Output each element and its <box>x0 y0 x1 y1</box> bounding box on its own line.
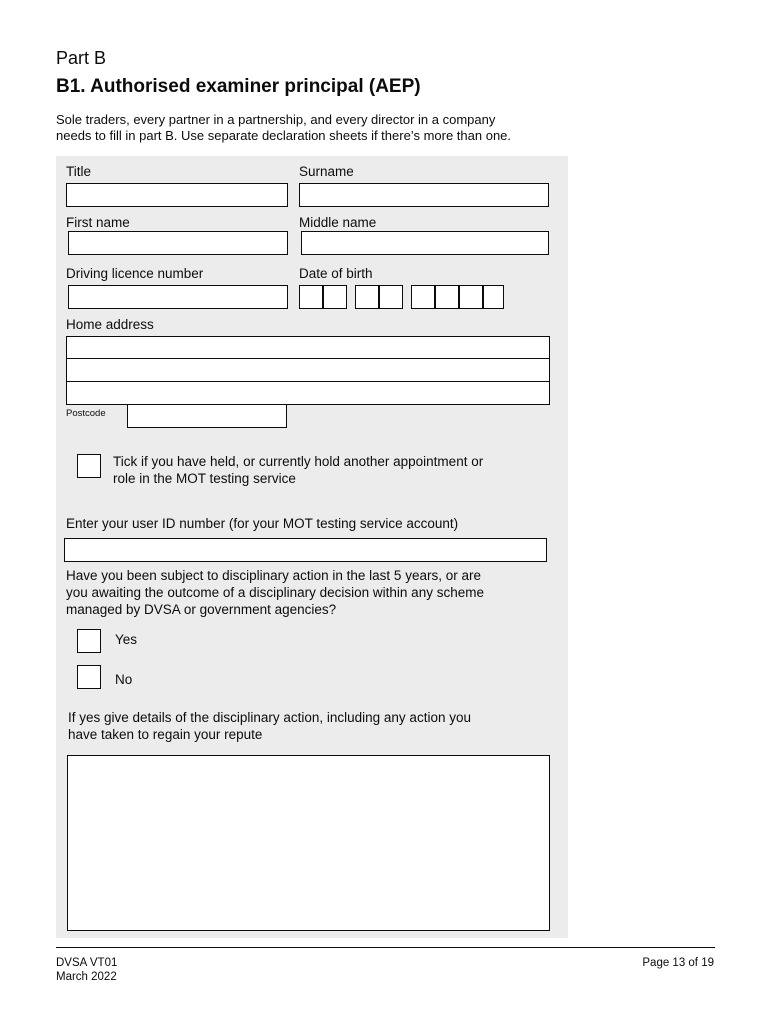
dob-day-digit[interactable] <box>323 285 347 309</box>
address-label: Home address <box>66 317 154 332</box>
middle-name-label: Middle name <box>299 215 377 230</box>
first-name-label: First name <box>66 215 130 230</box>
disciplinary-line: you awaiting the outcome of a disciplinary decision within any scheme <box>66 585 484 600</box>
footer-left <box>56 956 117 984</box>
surname-label: Surname <box>299 164 354 179</box>
appointment-checkbox[interactable] <box>77 454 101 478</box>
dob-year-digit[interactable] <box>435 285 459 309</box>
disciplinary-line: managed by DVSA or government agencies? <box>66 602 337 617</box>
details-textarea[interactable] <box>67 755 550 931</box>
dob-month-digit[interactable] <box>355 285 379 309</box>
no-label: No <box>115 672 133 687</box>
no-checkbox[interactable] <box>77 665 101 689</box>
yes-label: Yes <box>115 632 138 647</box>
disciplinary-question <box>66 567 484 618</box>
user-id-label: Enter your user ID number (for your MOT testing service account) <box>66 516 459 531</box>
appointment-line: Tick if you have held, or currently hold another appointment or <box>113 454 484 469</box>
dob-month-digit[interactable] <box>379 285 403 309</box>
title-input[interactable] <box>66 183 288 207</box>
appointment-label <box>113 453 483 487</box>
intro-line: Sole traders, every partner in a partnership, and every director in a company <box>56 112 496 127</box>
middle-name-input[interactable] <box>301 231 549 255</box>
intro-line: needs to fill in part B. Use separate declaration sheets if there’s more than one. <box>56 128 512 143</box>
postcode-label: Postcode <box>66 408 106 419</box>
dob-year-digit[interactable] <box>459 285 483 309</box>
page-number: Page 13 of 19 <box>642 957 714 969</box>
form-date: March 2022 <box>56 971 117 983</box>
dob-year-digit[interactable] <box>483 285 504 309</box>
address-line-3-input[interactable] <box>66 381 550 405</box>
details-label <box>68 709 471 743</box>
postcode-input[interactable] <box>127 404 287 428</box>
address-line-1-input[interactable] <box>66 336 550 359</box>
intro-text <box>56 112 616 144</box>
yes-checkbox[interactable] <box>77 629 101 653</box>
section-title: B1. Authorised examiner principal (AEP) <box>56 76 421 97</box>
details-line: If yes give details of the disciplinary action, including any action you <box>68 710 471 725</box>
part-label: Part B <box>56 48 107 68</box>
dob-year-digit[interactable] <box>411 285 435 309</box>
dob-label: Date of birth <box>299 266 373 281</box>
disciplinary-line: Have you been subject to disciplinary action in the last 5 years, or are <box>66 568 481 583</box>
dob-day-digit[interactable] <box>299 285 323 309</box>
details-line: have taken to regain your repute <box>68 727 263 742</box>
appointment-line: role in the MOT testing service <box>113 471 296 486</box>
title-label: Title <box>66 164 92 179</box>
footer-rule <box>56 947 715 948</box>
first-name-input[interactable] <box>68 231 288 255</box>
surname-input[interactable] <box>299 183 549 207</box>
licence-label: Driving licence number <box>66 266 204 281</box>
licence-input[interactable] <box>68 285 288 309</box>
address-line-2-input[interactable] <box>66 358 550 382</box>
user-id-input[interactable] <box>64 538 547 562</box>
form-code: DVSA VT01 <box>56 957 118 969</box>
